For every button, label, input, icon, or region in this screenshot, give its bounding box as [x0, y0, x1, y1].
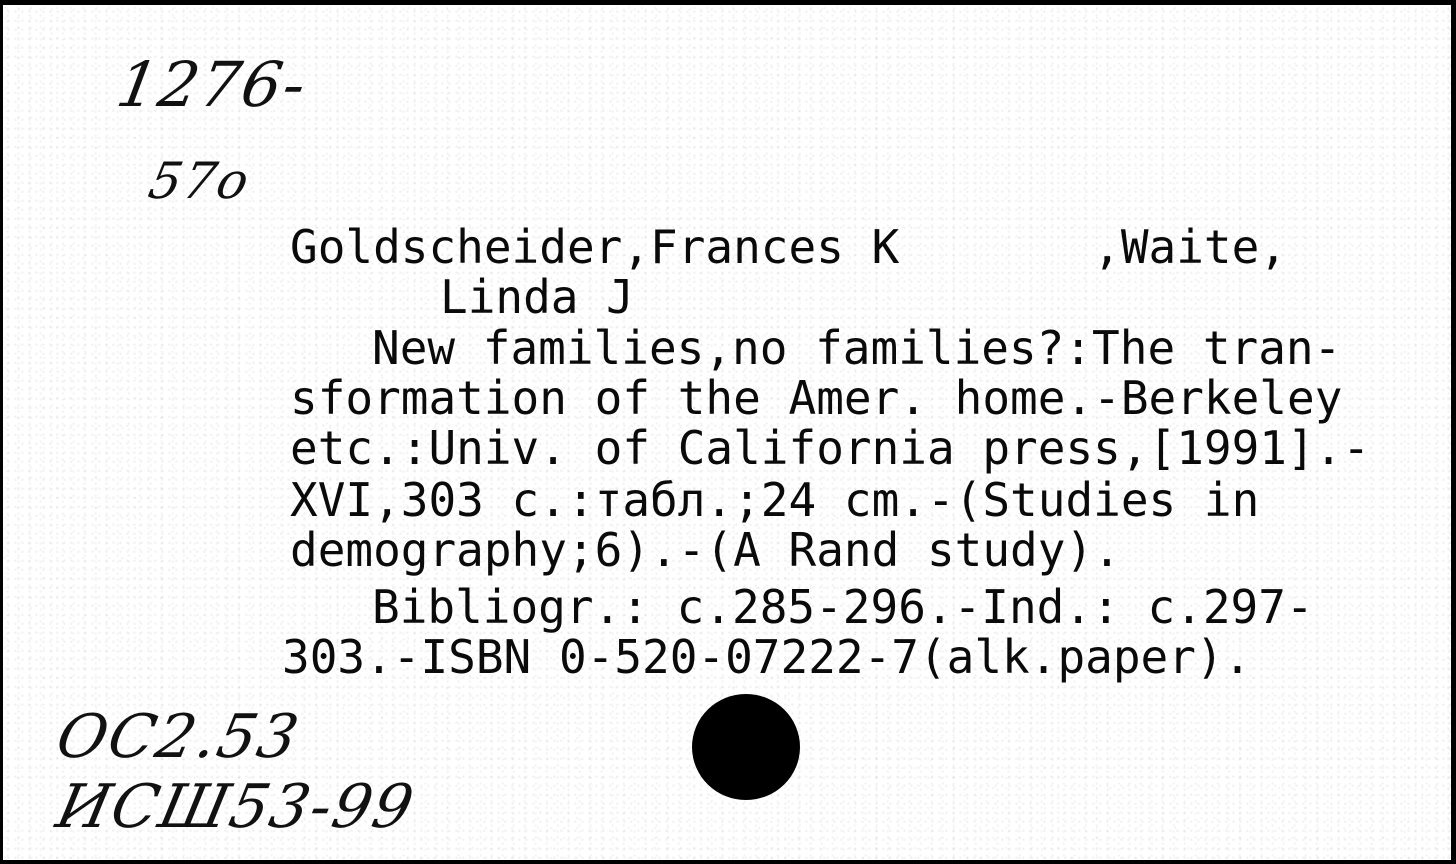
handwritten-shelf-mark: 1276- [111, 48, 314, 121]
punch-hole [692, 694, 800, 800]
handwritten-code: 57o [143, 152, 256, 210]
physical-description-line: XVI,303 с.:табл.;24 cm.-(Studies in [290, 473, 1260, 527]
handwritten-class-mark-1: ОС2.53 [50, 702, 307, 772]
author-line: Goldscheider,Frances K ,Waite, [290, 220, 1287, 274]
card-border-top [0, 0, 1456, 5]
author-line-continued: Linda J [440, 270, 634, 324]
card-border-bottom [0, 860, 1456, 864]
title-line: New families,no families?:The tran- [372, 321, 1342, 375]
isbn-line: 303.-ISBN 0-520-07222-7(alk.paper). [282, 630, 1252, 684]
series-line: demography;6).-(A Rand study). [290, 523, 1121, 577]
publisher-line: etc.:Univ. of California press,[1991].- [290, 421, 1371, 475]
card-border-left [0, 0, 3, 864]
notes-line: Bibliogr.: c.285-296.-Ind.: c.297- [372, 580, 1314, 634]
title-line-continued: sformation of the Amer. home.-Berkeley [290, 371, 1343, 425]
card-border-right [1451, 0, 1456, 864]
handwritten-class-mark-2: ИСШ53-99 [50, 772, 422, 842]
